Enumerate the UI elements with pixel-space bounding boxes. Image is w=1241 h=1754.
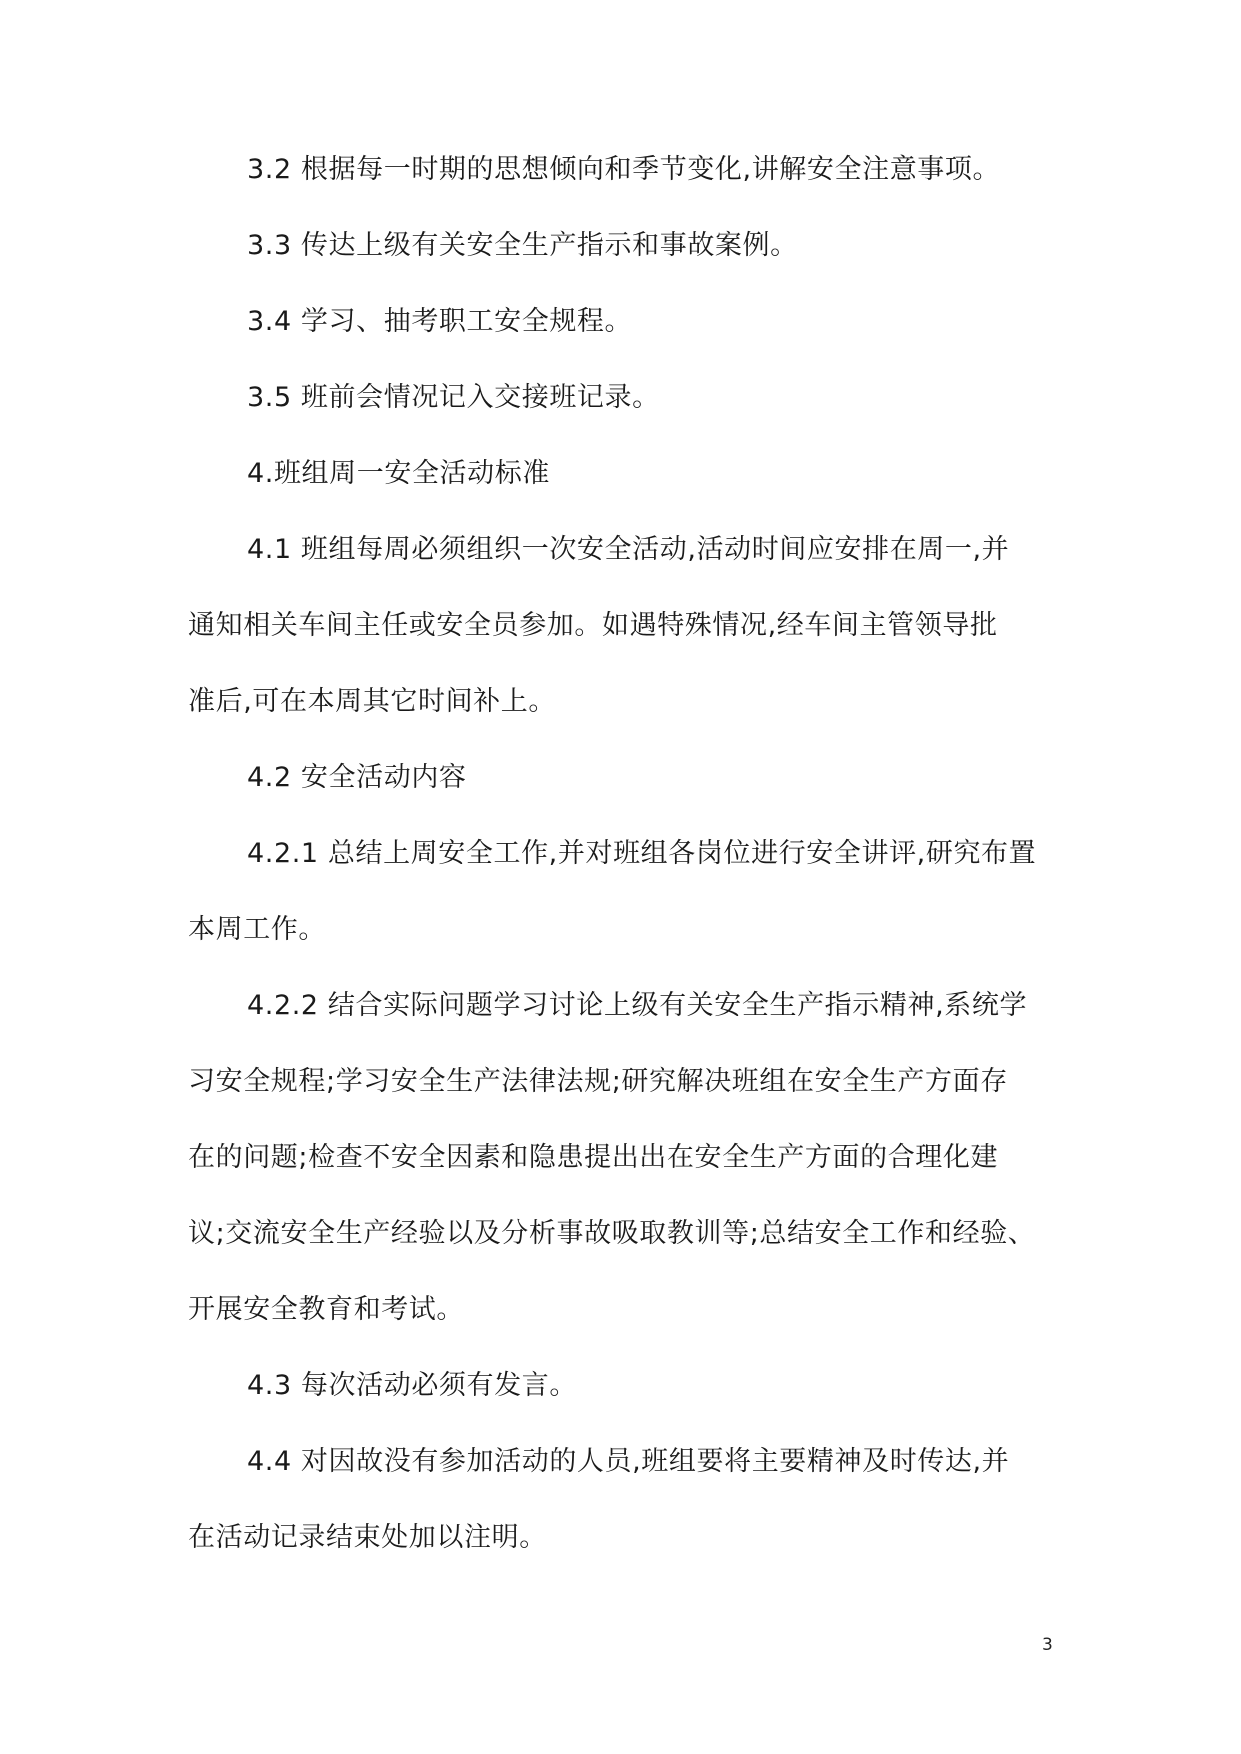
text-line: 4.2.1 总结上周安全工作,并对班组各岗位进行安全讲评,研究布置: [247, 838, 1037, 869]
page-number: 3: [1042, 1635, 1053, 1655]
text-line: 4.1 班组每周必须组织一次安全活动,活动时间应安排在周一,并: [247, 534, 1010, 565]
text-line: 3.5 班前会情况记入交接班记录。: [247, 382, 660, 413]
text-line: 本周工作。: [188, 914, 326, 945]
text-line: 习安全规程;学习安全生产法律法规;研究解决班组在安全生产方面存: [188, 1066, 1008, 1097]
text-line: 开展安全教育和考试。: [188, 1294, 464, 1325]
section-heading: 4.班组周一安全活动标准: [247, 458, 550, 489]
text-line: 在活动记录结束处加以注明。: [188, 1522, 547, 1553]
text-line: 4.2.2 结合实际问题学习讨论上级有关安全生产指示精神,系统学: [247, 990, 1028, 1021]
text-line: 4.2 安全活动内容: [247, 762, 467, 793]
text-line: 议;交流安全生产经验以及分析事故吸取教训等;总结安全工作和经验、: [188, 1218, 1036, 1249]
text-line: 3.3 传达上级有关安全生产指示和事故案例。: [247, 230, 798, 261]
text-line: 通知相关车间主任或安全员参加。如遇特殊情况,经车间主管领导批: [188, 610, 998, 641]
text-line: 4.4 对因故没有参加活动的人员,班组要将主要精神及时传达,并: [247, 1446, 1010, 1477]
text-line: 3.2 根据每一时期的思想倾向和季节变化,讲解安全注意事项。: [247, 154, 1001, 185]
text-line: 4.3 每次活动必须有发言。: [247, 1370, 577, 1401]
text-line: 准后,可在本周其它时间补上。: [188, 686, 556, 717]
text-line: 3.4 学习、抽考职工安全规程。: [247, 306, 633, 337]
text-line: 在的问题;检查不安全因素和隐患提出出在安全生产方面的合理化建: [188, 1142, 999, 1173]
